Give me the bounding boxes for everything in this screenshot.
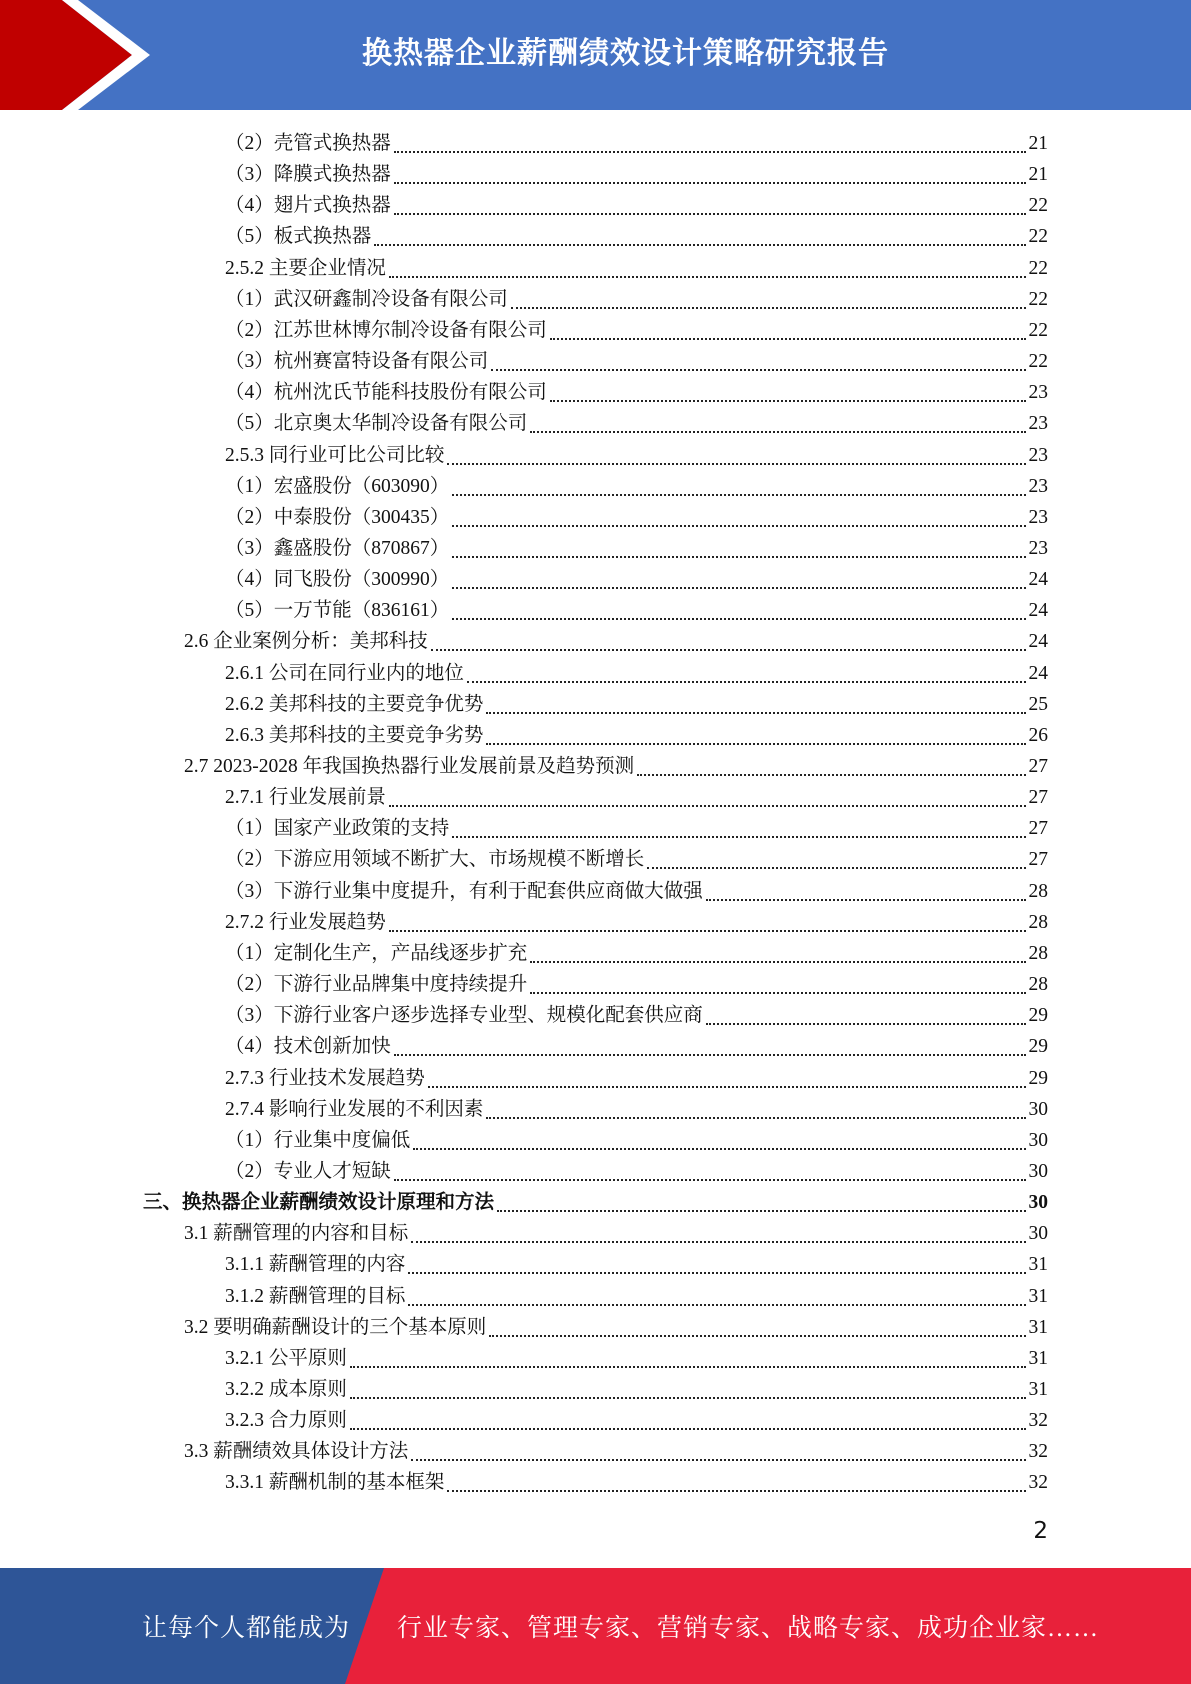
toc-dot-leader <box>452 532 1025 558</box>
toc-dot-leader <box>452 812 1025 838</box>
toc-dot-leader <box>497 1186 1025 1212</box>
toc-dot-leader <box>389 906 1026 932</box>
toc-entry-title: （3）下游行业集中度提升，有利于配套供应商做大做强 <box>225 880 703 902</box>
toc-entry[interactable] <box>225 1063 1048 1094</box>
toc-entry[interactable] <box>225 471 1048 502</box>
toc-entry[interactable] <box>225 907 1048 938</box>
toc-entry-title: 2.6 企业案例分析：美邦科技 <box>184 631 428 653</box>
toc-dot-leader <box>511 283 1026 309</box>
toc-entry-page: 28 <box>1028 880 1048 902</box>
toc-entry-page: 29 <box>1028 1067 1048 1089</box>
toc-entry-title: （4）翅片式换热器 <box>225 195 391 217</box>
toc-entry-title: （3）下游行业客户逐步选择专业型、规模化配套供应商 <box>225 1005 703 1027</box>
toc-entry[interactable] <box>225 1374 1048 1405</box>
toc-entry-page: 23 <box>1028 475 1048 497</box>
toc-dot-leader <box>486 1093 1025 1119</box>
toc-entry-title: （3）杭州赛富特设备有限公司 <box>225 351 489 373</box>
toc-dot-leader <box>452 563 1025 589</box>
toc-entry-page: 25 <box>1028 693 1048 715</box>
toc-entry-title: （4）同飞股份（300990） <box>225 569 450 591</box>
toc-entry[interactable] <box>225 1343 1048 1374</box>
toc-entry-title: （2）江苏世林博尔制冷设备有限公司 <box>225 319 547 341</box>
toc-entry-page: 32 <box>1028 1410 1048 1432</box>
toc-entry[interactable] <box>225 1156 1048 1187</box>
toc-entry-page: 22 <box>1028 319 1048 341</box>
toc-dot-leader <box>452 470 1025 496</box>
toc-entry[interactable] <box>225 346 1048 377</box>
toc-entry[interactable] <box>225 190 1048 221</box>
toc-entry-title: （5）北京奥太华制冷设备有限公司 <box>225 413 528 435</box>
toc-entry-page: 30 <box>1028 1129 1048 1151</box>
toc-dot-leader <box>394 158 1026 184</box>
toc-dot-leader <box>350 1404 1026 1430</box>
toc-entry-page: 22 <box>1028 257 1048 279</box>
toc-dot-leader <box>452 501 1025 527</box>
toc-entry-page: 28 <box>1028 911 1048 933</box>
toc-dot-leader <box>374 220 1025 246</box>
toc-dot-leader <box>530 968 1025 994</box>
toc-entry[interactable] <box>225 253 1048 284</box>
toc-entry-title: 2.5.2 主要企业情况 <box>225 257 386 279</box>
toc-entry[interactable] <box>184 626 1048 657</box>
toc-entry-title: 3.2.1 公平原则 <box>225 1347 347 1369</box>
toc-entry-title: （1）宏盛股份（603090） <box>225 475 450 497</box>
toc-entry[interactable] <box>225 128 1048 159</box>
toc-entry[interactable] <box>143 1187 1048 1218</box>
toc-entry-page: 23 <box>1028 506 1048 528</box>
toc-entry-page: 26 <box>1028 724 1048 746</box>
toc-entry-title: 3.2.3 合力原则 <box>225 1410 347 1432</box>
toc-entry[interactable] <box>225 1094 1048 1125</box>
footer-slogan-left: 让每个人都能成为 <box>142 1615 351 1642</box>
toc-entry-title: （2）中泰股份（300435） <box>225 506 450 528</box>
toc-entry[interactable] <box>225 844 1048 875</box>
toc-entry[interactable] <box>225 813 1048 844</box>
toc-entry-page: 29 <box>1028 1005 1048 1027</box>
toc-dot-leader <box>706 999 1026 1025</box>
toc-entry-page: 31 <box>1028 1254 1048 1276</box>
toc-entry-title: （1）定制化生产，产品线逐步扩充 <box>225 942 528 964</box>
toc-dot-leader <box>394 1155 1026 1181</box>
toc-entry-title: （1）武汉研鑫制冷设备有限公司 <box>225 288 508 310</box>
toc-entry-title: 三、换热器企业薪酬绩效设计原理和方法 <box>143 1192 495 1214</box>
toc-entry[interactable] <box>225 1000 1048 1031</box>
toc-entry-title: （3）降膜式换热器 <box>225 164 391 186</box>
toc-entry[interactable] <box>225 1281 1048 1312</box>
toc-entry[interactable] <box>184 751 1048 782</box>
toc-dot-leader <box>447 1466 1025 1492</box>
toc-entry-page: 23 <box>1028 537 1048 559</box>
toc-entry-title: （2）下游应用领域不断扩大、市场规模不断增长 <box>225 849 645 871</box>
toc-entry-title: （4）杭州沈氏节能科技股份有限公司 <box>225 382 547 404</box>
toc-entry-title: 2.5.3 同行业可比公司比较 <box>225 444 445 466</box>
toc-entry[interactable] <box>225 595 1048 626</box>
toc-dot-leader <box>428 1062 1026 1088</box>
toc-dot-leader <box>394 127 1026 153</box>
toc-entry[interactable] <box>225 533 1048 564</box>
toc-entry-title: 3.1.1 薪酬管理的内容 <box>225 1254 406 1276</box>
page-header <box>0 0 1191 110</box>
toc-entry-title: 2.6.1 公司在同行业内的地位 <box>225 662 464 684</box>
toc-dot-leader <box>394 1030 1026 1056</box>
toc-entry[interactable] <box>225 1125 1048 1156</box>
toc-entry-title: （3）鑫盛股份（870867） <box>225 537 450 559</box>
toc-entry-title: （2）下游行业品牌集中度持续提升 <box>225 974 528 996</box>
toc-dot-leader <box>706 875 1026 901</box>
toc-entry[interactable] <box>225 502 1048 533</box>
toc-entry-title: 3.1 薪酬管理的内容和目标 <box>184 1223 409 1245</box>
toc-entry-page: 23 <box>1028 444 1048 466</box>
toc-entry-title: 2.7.3 行业技术发展趋势 <box>225 1067 425 1089</box>
toc-entry[interactable] <box>225 159 1048 190</box>
toc-entry-page: 30 <box>1028 1223 1048 1245</box>
toc-dot-leader <box>389 781 1026 807</box>
toc-entry-page: 24 <box>1028 569 1048 591</box>
toc-dot-leader <box>530 937 1025 963</box>
toc-dot-leader <box>637 750 1025 776</box>
toc-entry-page: 23 <box>1028 382 1048 404</box>
toc-entry-title: （5）一万节能（836161） <box>225 600 450 622</box>
toc-entry-title: （5）板式换热器 <box>225 226 372 248</box>
toc-dot-leader <box>389 252 1026 278</box>
toc-dot-leader <box>647 843 1025 869</box>
toc-entry-page: 30 <box>1028 1098 1048 1120</box>
toc-entry[interactable] <box>225 284 1048 315</box>
toc-dot-leader <box>408 1280 1025 1306</box>
toc-entry-title: （2）专业人才短缺 <box>225 1160 391 1182</box>
toc-entry-page: 21 <box>1028 164 1048 186</box>
toc-entry-page: 22 <box>1028 351 1048 373</box>
toc-entry-title: 2.6.3 美邦科技的主要竞争劣势 <box>225 724 484 746</box>
toc-entry-title: （1）行业集中度偏低 <box>225 1129 411 1151</box>
toc-entry-title: 3.2 要明确薪酬设计的三个基本原则 <box>184 1316 487 1338</box>
toc-entry-title: 2.7 2023-2028 年我国换热器行业发展前景及趋势预测 <box>184 756 635 777</box>
toc-entry-title: 2.6.2 美邦科技的主要竞争优势 <box>225 693 484 715</box>
toc-entry-page: 23 <box>1028 413 1048 435</box>
toc-dot-leader <box>467 657 1026 683</box>
toc-dot-leader <box>411 1217 1025 1243</box>
toc-dot-leader <box>486 688 1025 714</box>
toc-entry-title: 3.3.1 薪酬机制的基本框架 <box>225 1472 445 1494</box>
toc-entry[interactable] <box>225 938 1048 969</box>
toc-entry[interactable] <box>225 969 1048 1000</box>
toc-dot-leader <box>486 719 1025 745</box>
toc-entry[interactable] <box>225 315 1048 346</box>
toc-entry-page: 22 <box>1028 195 1048 217</box>
footer-slogan-right: 行业专家、管理专家、营销专家、战略专家、成功企业家…… <box>397 1615 1100 1642</box>
toc-dot-leader <box>408 1248 1025 1274</box>
toc-entry-title: 2.7.4 影响行业发展的不利因素 <box>225 1098 484 1120</box>
toc-dot-leader <box>489 1311 1025 1337</box>
toc-entry-page: 29 <box>1028 1036 1048 1058</box>
toc-entry-page: 31 <box>1028 1285 1048 1307</box>
toc-entry-page: 28 <box>1028 942 1048 964</box>
toc-entry-page: 31 <box>1028 1379 1048 1400</box>
toc-entry-page: 30 <box>1028 1192 1048 1214</box>
toc-dot-leader <box>550 376 1026 402</box>
toc-dot-leader <box>394 189 1026 215</box>
toc-entry-page: 31 <box>1028 1316 1048 1338</box>
toc-dot-leader <box>350 1342 1026 1368</box>
page-footer <box>0 1568 1191 1684</box>
toc-entry[interactable] <box>225 876 1048 907</box>
toc-entry-page: 27 <box>1028 849 1048 871</box>
toc-entry-title: （1）国家产业政策的支持 <box>225 818 450 840</box>
toc-dot-leader <box>447 439 1025 465</box>
toc-entry[interactable] <box>184 1218 1048 1249</box>
toc-dot-leader <box>530 407 1025 433</box>
toc-entry[interactable] <box>225 377 1048 408</box>
toc-entry[interactable] <box>225 658 1048 689</box>
toc-dot-leader <box>550 314 1026 340</box>
toc-entry-page: 21 <box>1028 133 1048 154</box>
toc-entry-page: 32 <box>1028 1472 1048 1494</box>
toc-entry[interactable] <box>225 1249 1048 1280</box>
toc-entry[interactable] <box>225 1031 1048 1062</box>
toc-entry[interactable] <box>184 1436 1048 1467</box>
toc-entry[interactable] <box>184 1312 1048 1343</box>
toc-entry[interactable] <box>225 1467 1048 1498</box>
toc-dot-leader <box>411 1435 1025 1461</box>
toc-entry[interactable] <box>225 408 1048 439</box>
toc-dot-leader <box>452 594 1025 620</box>
toc-entry[interactable] <box>225 564 1048 595</box>
toc-entry[interactable] <box>225 1405 1048 1436</box>
toc-entry-title: 3.2.2 成本原则 <box>225 1379 347 1400</box>
toc-entry-title: （2）壳管式换热器 <box>225 133 391 154</box>
toc-entry-page: 24 <box>1028 600 1048 622</box>
toc-entry-title: 2.7.1 行业发展前景 <box>225 787 386 809</box>
toc-dot-leader <box>350 1373 1026 1399</box>
toc-entry-page: 30 <box>1028 1160 1048 1182</box>
toc-entry-page: 24 <box>1028 631 1048 653</box>
toc-dot-leader <box>431 625 1026 651</box>
toc-entry-page: 27 <box>1028 818 1048 840</box>
toc-entry[interactable] <box>225 720 1048 751</box>
toc-entry-title: 3.3 薪酬绩效具体设计方法 <box>184 1441 409 1463</box>
toc-dot-leader <box>413 1124 1025 1150</box>
toc-dot-leader <box>491 345 1025 371</box>
report-title: 换热器企业薪酬绩效设计策略研究报告 <box>362 36 889 71</box>
toc-entry-title: 2.7.2 行业发展趋势 <box>225 911 386 933</box>
toc-entry-page: 22 <box>1028 226 1048 248</box>
toc-entry-page: 27 <box>1028 787 1048 809</box>
toc-entry[interactable] <box>225 782 1048 813</box>
toc-entry-title: 3.1.2 薪酬管理的目标 <box>225 1285 406 1307</box>
toc-entry[interactable] <box>225 221 1048 252</box>
toc-entry[interactable] <box>225 689 1048 720</box>
toc-entry[interactable] <box>225 440 1048 471</box>
toc-entry-page: 24 <box>1028 662 1048 684</box>
header-red-arrow <box>0 0 132 110</box>
toc-entry-page: 27 <box>1028 756 1048 777</box>
toc-entry-page: 32 <box>1028 1441 1048 1463</box>
toc-entry-page: 31 <box>1028 1347 1048 1369</box>
toc-entry-title: （4）技术创新加快 <box>225 1036 391 1058</box>
toc-entry-page: 28 <box>1028 974 1048 996</box>
toc-entry-page: 22 <box>1028 288 1048 310</box>
page-number: 2 <box>1033 1518 1048 1544</box>
